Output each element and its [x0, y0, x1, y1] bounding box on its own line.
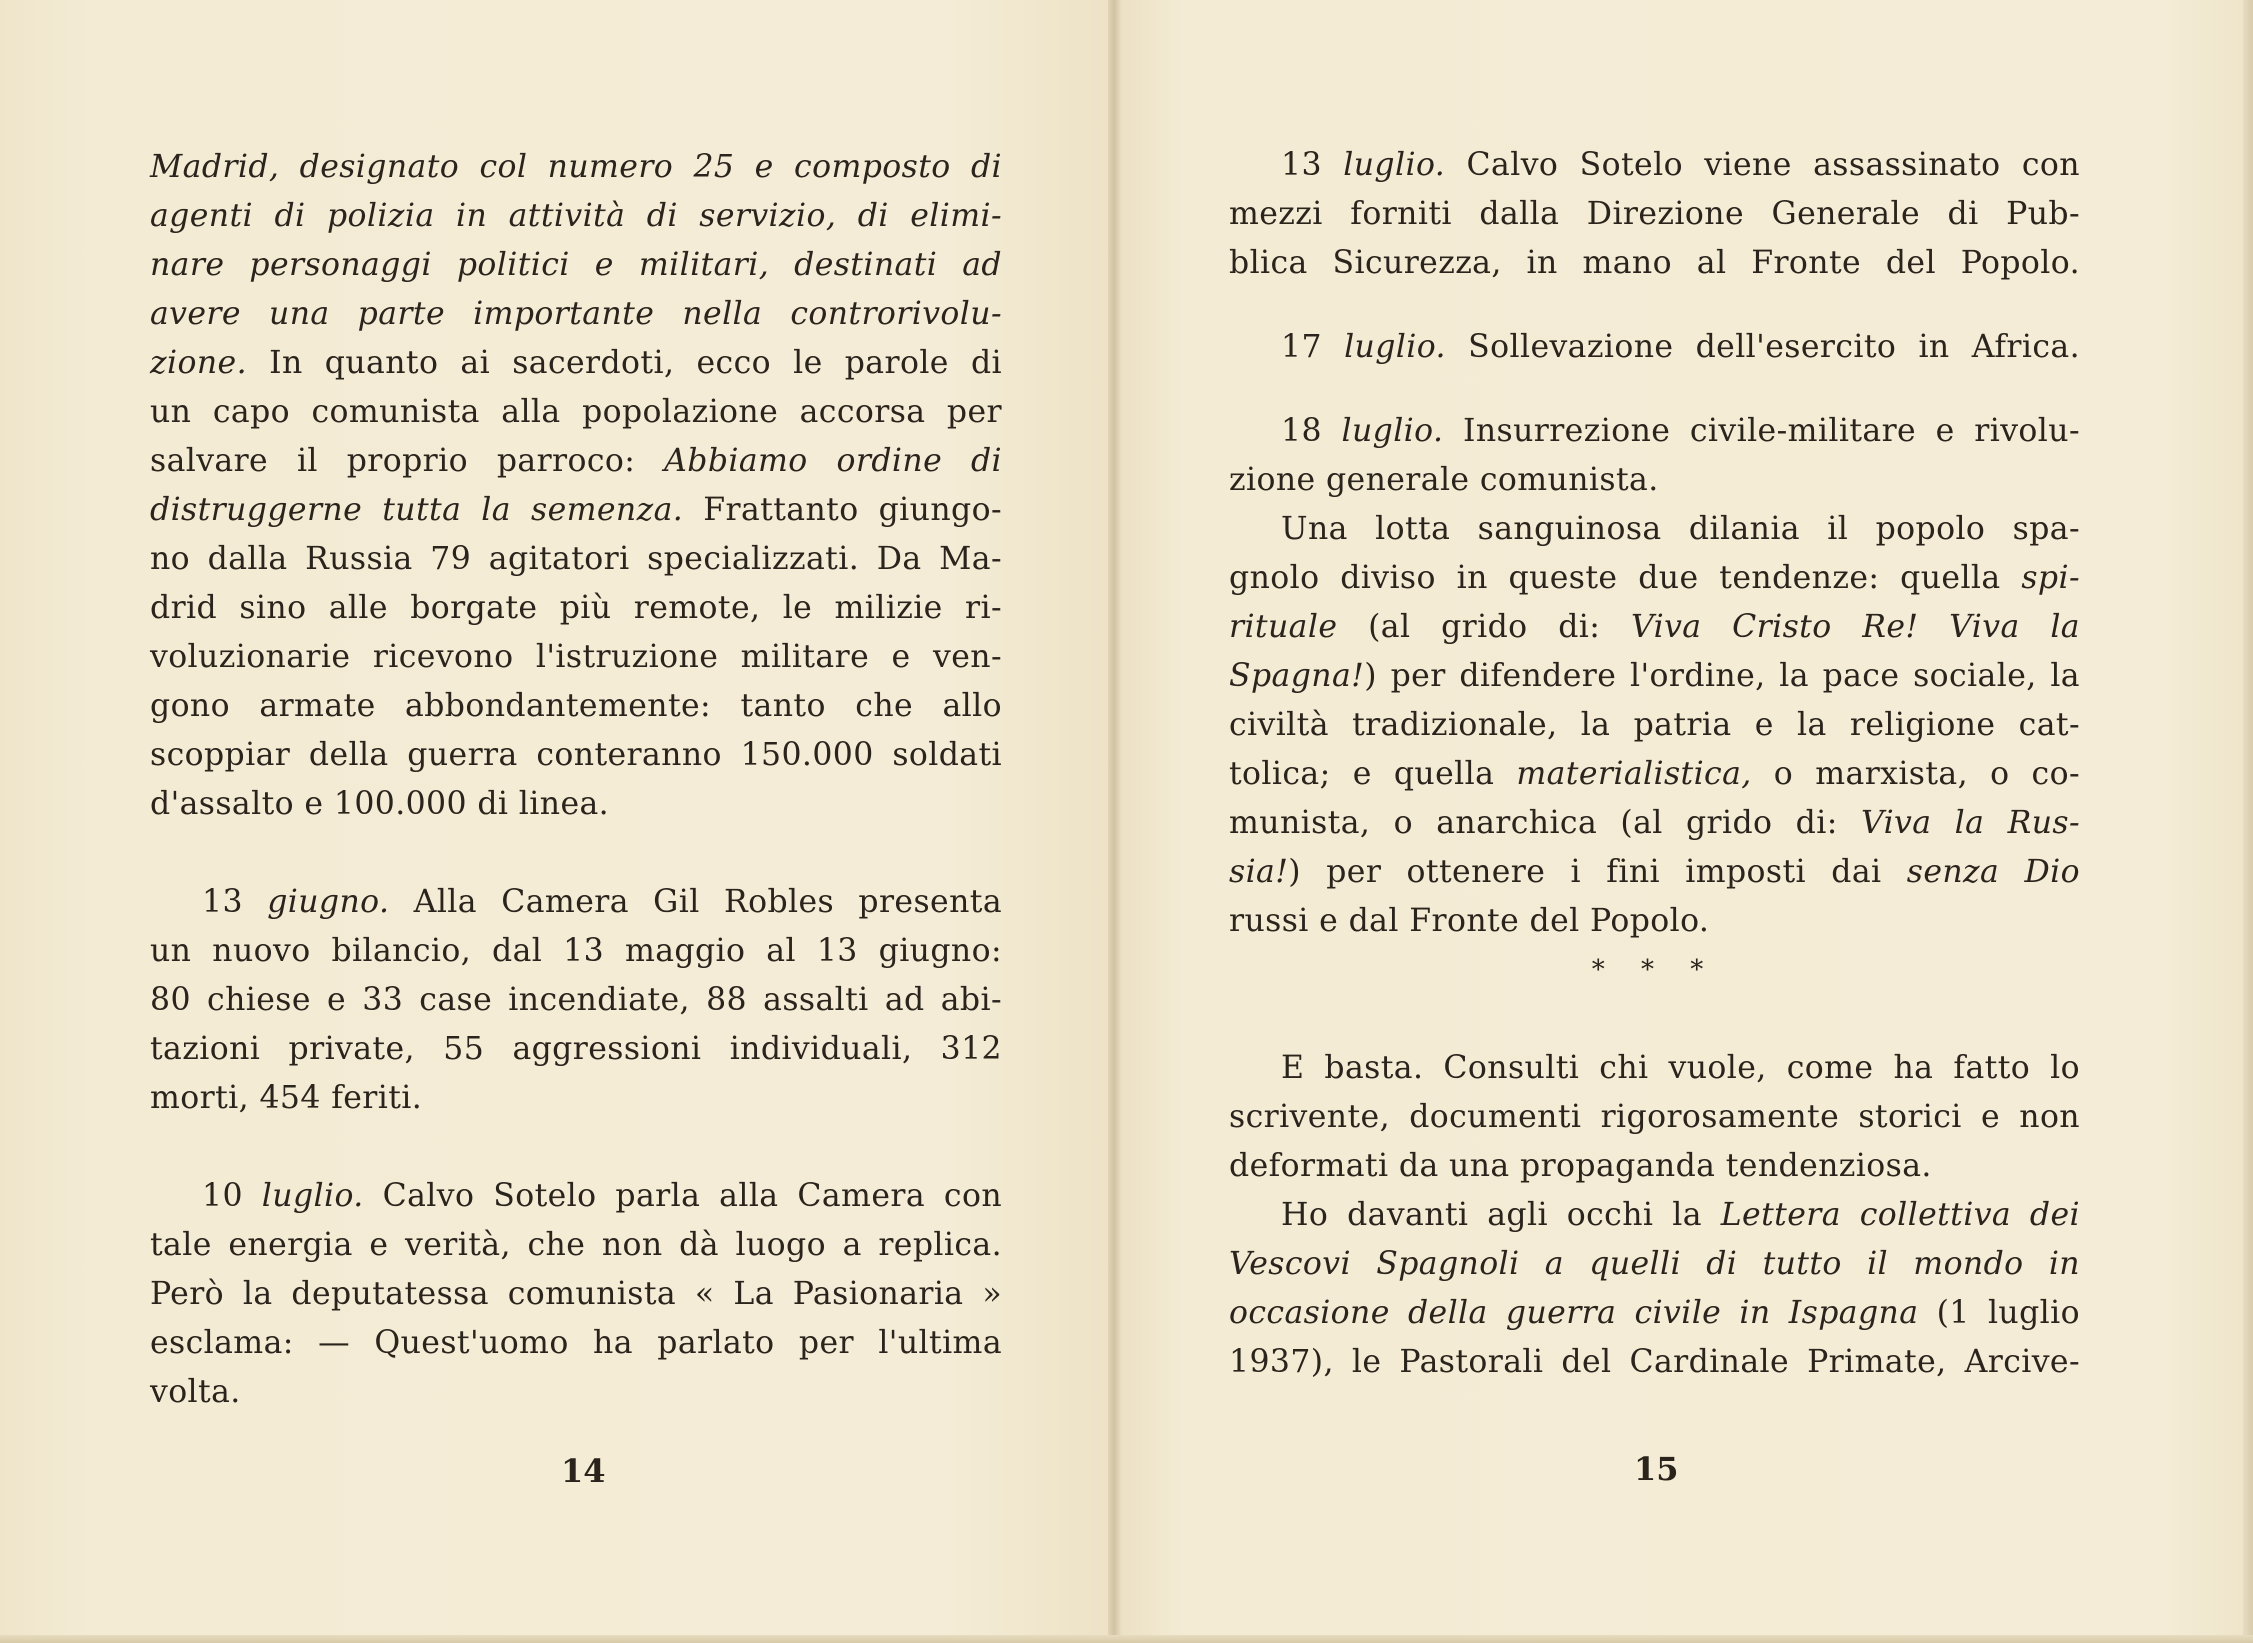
text-line	[150, 878, 1002, 927]
text-line	[150, 1270, 1002, 1319]
body-text: Calvo Sotelo parla alla Camera con	[363, 1178, 1003, 1214]
paragraph-gap	[1229, 288, 2080, 323]
text-line	[150, 290, 1002, 339]
text-line	[150, 584, 1002, 633]
italic-text: Spagna!	[1229, 658, 1365, 694]
italic-text: sia!	[1229, 854, 1289, 890]
paragraph-gap	[1229, 372, 2080, 407]
italic-text: Lettera collettiva dei	[1720, 1197, 2080, 1233]
text-line	[1229, 407, 2080, 456]
text-line	[1229, 190, 2080, 239]
text-line	[1229, 323, 2080, 372]
left-page	[0, 0, 1114, 1643]
body-text: (al grido di:	[1337, 609, 1631, 645]
left-page-text	[150, 143, 1002, 1417]
body-text: deformati da una propaganda tendenziosa.	[1229, 1148, 1932, 1184]
italic-text: rituale	[1229, 609, 1338, 645]
italic-text: Viva la Rus-	[1860, 805, 2080, 841]
body-text: un nuovo bilancio, dal 13 maggio al 13 giugno:	[150, 933, 1002, 969]
text-line	[1229, 505, 2080, 554]
body-text: scrivente, documenti rigorosamente storici e non	[1229, 1099, 2080, 1135]
text-line	[150, 192, 1002, 241]
body-text: Frattanto giungo-	[683, 492, 1003, 528]
body-text: 10	[202, 1178, 262, 1214]
body-text: gono armate abbondantemente: tanto che allo	[150, 688, 1002, 724]
body-text: (1 luglio	[1918, 1295, 2081, 1331]
right-page-text	[1229, 141, 2080, 1387]
text-line	[150, 1319, 1002, 1368]
body-text: Una lotta sanguinosa dilania il popolo spa-	[1281, 511, 2080, 547]
body-text: morti, 454 feriti.	[150, 1080, 423, 1116]
page-number-left: 14	[561, 1452, 606, 1490]
italic-text: agenti di polizia in attività di servizio, di elimi-	[150, 198, 1002, 234]
body-text: In quanto ai sacerdoti, ecco le parole di	[246, 345, 1002, 381]
italic-text: luglio.	[1344, 329, 1446, 365]
text-line	[1229, 750, 2080, 799]
text-line	[150, 976, 1002, 1025]
italic-text: zione.	[150, 345, 247, 381]
body-text: russi e dal Fronte del Popolo.	[1229, 903, 1710, 939]
body-text: volta.	[150, 1374, 241, 1410]
book-spine	[1108, 0, 1122, 1643]
body-text: ) per difendere l'ordine, la pace sociale, la	[1364, 658, 2080, 694]
text-line	[1229, 1338, 2080, 1387]
text-line	[1229, 652, 2080, 701]
italic-text: avere una parte importante nella controrivolu-	[150, 296, 1002, 332]
text-line	[150, 437, 1002, 486]
text-line	[1229, 701, 2080, 750]
body-text: scoppiar della guerra conteranno 150.000 soldati	[150, 737, 1002, 773]
body-text: esclama: — Quest'uomo ha parlato per l'ultima	[150, 1325, 1002, 1361]
section-separator: * * *	[1591, 955, 1718, 985]
italic-text: occasione della guerra civile in Ispagna	[1229, 1295, 1919, 1331]
italic-text: Madrid, designato col numero 25 e composto di	[150, 149, 1002, 185]
body-text: o marxista, o co-	[1751, 756, 2080, 792]
page-number-right: 15	[1634, 1450, 1679, 1488]
body-text: 80 chiese e 33 case incendiate, 88 assalti ad abi-	[150, 982, 1002, 1018]
body-text: tale energia e verità, che non dà luogo a replica.	[150, 1227, 1002, 1263]
body-text: Ho davanti agli occhi la	[1281, 1197, 1721, 1233]
text-line	[1229, 1191, 2080, 1240]
body-text: 13	[202, 884, 268, 920]
text-line	[150, 731, 1002, 780]
text-line	[150, 388, 1002, 437]
text-line	[1229, 603, 2080, 652]
italic-text: distruggerne tutta la semenza.	[150, 492, 684, 528]
italic-text: nare personaggi politici e militari, destinati ad	[150, 247, 1002, 283]
text-line	[1229, 1240, 2080, 1289]
text-line	[150, 682, 1002, 731]
body-text: drid sino alle borgate più remote, le milizie ri-	[150, 590, 1002, 626]
italic-text: giugno.	[267, 884, 390, 920]
text-line	[150, 1368, 1002, 1417]
text-line	[150, 339, 1002, 388]
text-line	[1229, 141, 2080, 190]
text-line	[1229, 1289, 2080, 1338]
italic-text: materialistica,	[1516, 756, 1752, 792]
body-text: 13	[1281, 147, 1344, 183]
italic-text: luglio.	[1341, 413, 1444, 449]
text-line	[150, 1025, 1002, 1074]
italic-text: Viva Cristo Re! Viva la	[1631, 609, 2080, 645]
text-line	[150, 535, 1002, 584]
body-text: 1937), le Pastorali del Cardinale Primate, Arcive-	[1229, 1344, 2080, 1380]
italic-text: Abbiamo ordine di	[664, 443, 1002, 479]
text-line	[1229, 1142, 2080, 1191]
text-line	[150, 486, 1002, 535]
paragraph-gap	[150, 829, 1002, 878]
body-text: 18	[1281, 413, 1342, 449]
text-line	[1229, 239, 2080, 288]
italic-text: spi-	[2021, 560, 2080, 596]
text-line	[150, 927, 1002, 976]
body-text: Alla Camera Gil Robles presenta	[389, 884, 1003, 920]
page-edge-right	[2243, 0, 2253, 1643]
text-line	[1229, 554, 2080, 603]
body-text: ) per ottenere i fini imposti dai	[1288, 854, 1907, 890]
body-text: tazioni private, 55 aggressioni individuali, 312	[150, 1031, 1002, 1067]
text-line	[150, 1172, 1002, 1221]
body-text: 17	[1281, 329, 1345, 365]
text-line	[150, 241, 1002, 290]
text-line	[1229, 1044, 2080, 1093]
body-text: zione generale comunista.	[1229, 462, 1659, 498]
italic-text: luglio.	[261, 1178, 364, 1214]
body-text: mezzi forniti dalla Direzione Generale di Pub-	[1229, 196, 2080, 232]
body-text: Insurrezione civile-militare e rivolu-	[1443, 413, 2081, 449]
text-line	[150, 633, 1002, 682]
body-text: munista, o anarchica (al grido di:	[1229, 805, 1861, 841]
paragraph-gap	[1229, 995, 2080, 1044]
text-line	[150, 143, 1002, 192]
body-text: Però la deputatessa comunista « La Pasionaria »	[150, 1276, 1002, 1312]
text-line	[1229, 848, 2080, 897]
body-text: blica Sicurezza, in mano al Fronte del Popolo.	[1229, 245, 2080, 281]
text-line	[1229, 799, 2080, 848]
body-text: gnolo diviso in queste due tendenze: quella	[1229, 560, 2022, 596]
text-line	[1229, 1093, 2080, 1142]
text-line	[150, 780, 1002, 829]
body-text: civiltà tradizionale, la patria e la religione cat-	[1229, 707, 2080, 743]
body-text: un capo comunista alla popolazione accorsa per	[150, 394, 1002, 430]
body-text: no dalla Russia 79 agitatori specializzati. Da Ma-	[150, 541, 1002, 577]
italic-text: senza Dio	[1906, 854, 2080, 890]
body-text: voluzionarie ricevono l'istruzione militare e ven-	[150, 639, 1002, 675]
page-edge-bottom	[0, 1635, 2253, 1643]
italic-text: Vescovi Spagnoli a quelli di tutto il mondo in	[1229, 1246, 2080, 1282]
paragraph-gap	[150, 1123, 1002, 1172]
text-line	[150, 1074, 1002, 1123]
body-text: tolica; e quella	[1229, 756, 1517, 792]
body-text: E basta. Consulti chi vuole, come ha fatto lo	[1281, 1050, 2080, 1086]
body-text: d'assalto e 100.000 di linea.	[150, 786, 610, 822]
body-text: Calvo Sotelo viene assassinato con	[1445, 147, 2080, 183]
body-text: salvare il proprio parroco:	[150, 443, 665, 479]
text-line	[1229, 456, 2080, 505]
text-line	[1229, 897, 2080, 946]
italic-text: luglio.	[1343, 147, 1446, 183]
body-text: Sollevazione dell'esercito in Africa.	[1445, 329, 2080, 365]
text-line	[150, 1221, 1002, 1270]
